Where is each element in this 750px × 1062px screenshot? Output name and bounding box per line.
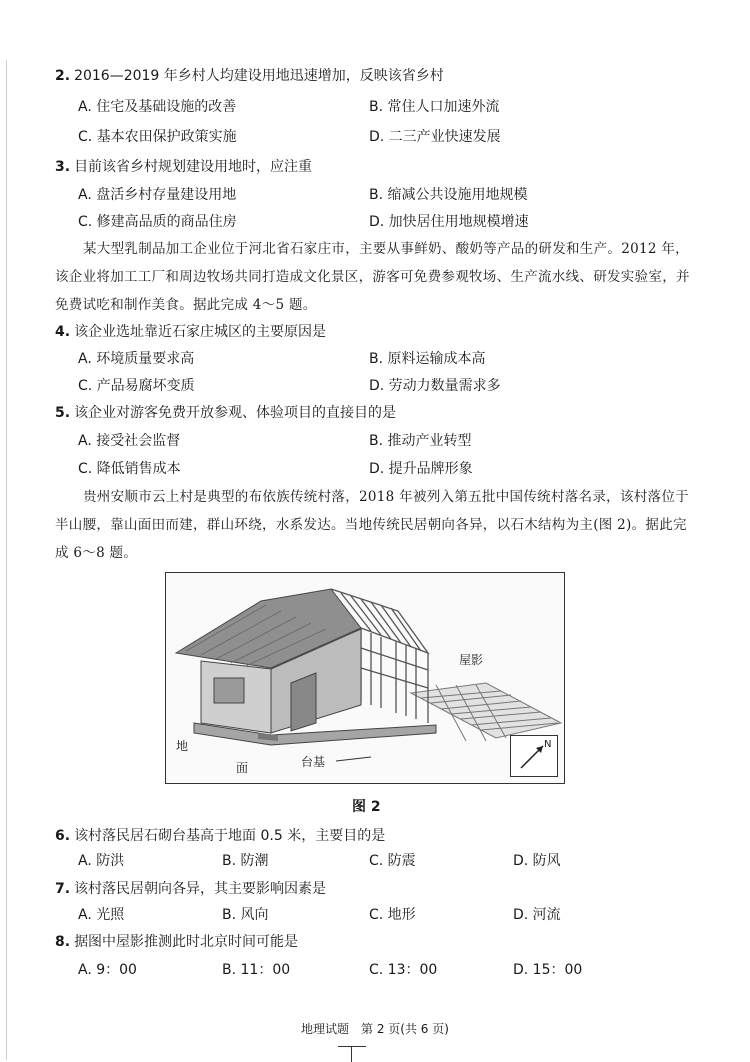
option-b: B. 推动产业转型 (369, 433, 472, 449)
question-stem: 2016—2019 年乡村人均建设用地迅速增加，反映该省乡村 (74, 68, 444, 84)
page-footer: 地理试题 第 2 页(共 6 页) (301, 1022, 449, 1036)
figure-caption: 图 2 (352, 799, 381, 815)
passage-text: 贵州安顺市云上村是典型的布依族传统村落，2018 年被列入第五批中国传统村落名录，该村落位于半山腰，靠山面田而建，群山环绕，水系发达。当地传统民居朝向各异，以石木结构为主(图 2)。据此完成 6～8 题。 (55, 489, 689, 561)
option-d: D. 防风 (513, 853, 561, 869)
north-compass (510, 735, 558, 777)
question-6 (55, 826, 385, 846)
option-d: D. 15：00 (513, 962, 583, 978)
question-number: 2. (55, 68, 71, 84)
question-2 (55, 66, 444, 86)
option-a: A. 环境质量要求高 (78, 351, 195, 367)
passage-text: 某大型乳制品加工企业位于河北省石家庄市，主要从事鲜奶、酸奶等产品的研发和生产。2012 年，该企业将加工工厂和周边牧场共同打造成文化景区，游客可免费参观牧场、生产流水线、研发实验室，并免费试吃和制作美食。据此完成 4～5 题。 (55, 241, 690, 313)
option-d: D. 劳动力数量需求多 (369, 378, 501, 394)
option-b: B. 常住人口加速外流 (369, 99, 500, 115)
bottom-mark-stem (351, 1046, 352, 1062)
question-3 (55, 157, 312, 177)
option-d: D. 河流 (513, 907, 561, 923)
option-a: A. 盘活乡村存量建设用地 (78, 187, 237, 203)
option-b: B. 缩减公共设施用地规模 (369, 187, 528, 203)
question-stem: 据图中屋影推测此时北京时间可能是 (74, 934, 299, 950)
option-c: C. 降低销售成本 (78, 461, 181, 477)
option-c: C. 修建高品质的商品住房 (78, 214, 237, 230)
platform-label: 台基 (301, 755, 326, 769)
option-c: C. 基本农田保护政策实施 (78, 129, 237, 145)
ground-label-2: 面 (236, 761, 249, 775)
option-d: D. 提升品牌形象 (369, 461, 473, 477)
question-stem: 该企业对游客免费开放参观、体验项目的直接目的是 (74, 405, 397, 421)
north-label: N (544, 739, 552, 750)
question-stem: 该村落民居石砌台基高于地面 0.5 米，主要目的是 (74, 828, 386, 844)
question-8 (55, 932, 298, 952)
option-d: D. 二三产业快速发展 (369, 129, 501, 145)
ground-label-1: 地 (176, 739, 189, 753)
question-number: 8. (55, 934, 71, 950)
option-a: A. 光照 (78, 907, 125, 923)
question-number: 6. (55, 828, 71, 844)
option-a: A. 接受社会监督 (78, 433, 181, 449)
option-c: C. 产品易腐坏变质 (78, 378, 195, 394)
passage-village (55, 483, 695, 567)
question-5 (55, 403, 396, 423)
option-a: A. 防洪 (78, 853, 125, 869)
shadow-label: 屋影 (459, 653, 484, 667)
option-c: C. 地形 (369, 907, 416, 923)
binding-margin-line (6, 60, 7, 1060)
house-drawing (166, 573, 564, 783)
option-b: B. 风向 (222, 907, 269, 923)
question-number: 5. (55, 405, 71, 421)
passage-dairy (55, 235, 695, 319)
bottom-mark (338, 1046, 366, 1047)
option-b: B. 11：00 (222, 962, 291, 978)
question-stem: 该企业选址靠近石家庄城区的主要原因是 (74, 324, 327, 340)
question-number: 7. (55, 881, 71, 897)
option-a: A. 住宅及基础设施的改善 (78, 99, 237, 115)
option-d: D. 加快居住用地规模增速 (369, 214, 529, 230)
option-c: C. 13：00 (369, 962, 438, 978)
figure-house-illustration (165, 572, 565, 784)
question-stem: 该村落民居朝向各异，其主要影响因素是 (74, 881, 327, 897)
option-c: C. 防震 (369, 853, 416, 869)
question-4 (55, 322, 326, 342)
option-a: A. 9：00 (78, 962, 137, 978)
question-stem: 目前该省乡村规划建设用地时，应注重 (74, 159, 313, 175)
option-b: B. 防潮 (222, 853, 269, 869)
question-7 (55, 879, 326, 899)
option-b: B. 原料运输成本高 (369, 351, 486, 367)
question-number: 4. (55, 324, 71, 340)
question-number: 3. (55, 159, 71, 175)
